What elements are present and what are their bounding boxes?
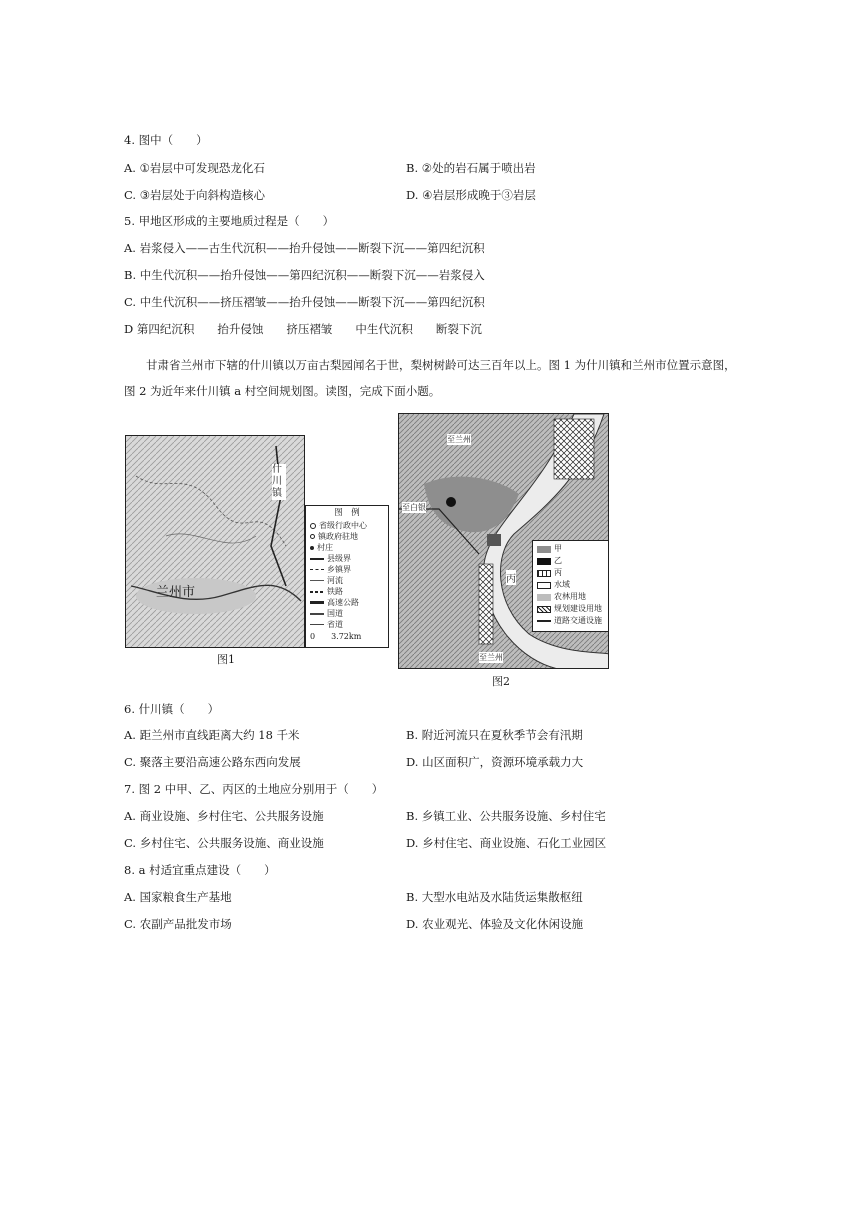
figure2-road-label-3: 至兰州 [479, 653, 503, 662]
figure1-caption: 图1 [217, 653, 235, 666]
q5-stem: 5. 甲地区形成的主要地质过程是（ ） [124, 214, 335, 228]
q7-option-c: C. 乡村住宅、公共服务设施、商业设施 [124, 836, 324, 850]
q4-option-a: A. ①岩层中可发现恐龙化石 [124, 161, 265, 175]
figure1-scale: 0 3.72km [310, 632, 362, 641]
figure1-legend-title: 图 例 [334, 508, 360, 518]
q4-option-d: D. ④岩层形成晚于③岩层 [406, 188, 536, 202]
q5-option-c: C. 中生代沉积——挤压褶皱——抬升侵蚀——断裂下沉——第四纪沉积 [124, 295, 485, 309]
q8-option-b: B. 大型水电站及水陆货运集散枢纽 [406, 890, 583, 904]
legend-item: 河流 [310, 575, 384, 586]
legend-item: 道路交通设施 [537, 615, 604, 627]
legend-item: 县级界 [310, 553, 384, 564]
q8-option-d: D. 农业观光、体验及文化休闲设施 [406, 917, 584, 931]
legend-item: 丙 [537, 567, 604, 579]
reading-passage: 甘肃省兰州市下辖的什川镇以万亩古梨园闻名于世，梨树树龄可达三百年以上。图 1 为什川镇和兰州市位置示意图，图 2 为近年来什川镇 a 村空间规划图。读图，完成下面小题。 [124, 358, 736, 398]
legend-item: 镇政府驻地 [310, 531, 384, 542]
q4-stem: 4. 图中（ ） [124, 133, 208, 147]
figure2-label-bing: 丙 [506, 570, 516, 585]
legend-item: 乡镇界 [310, 564, 384, 575]
legend-item: 省道 [310, 619, 384, 630]
q8-option-a: A. 国家粮食生产基地 [124, 890, 232, 904]
q5-option-a: A. 岩浆侵入——古生代沉积——抬升侵蚀——断裂下沉——第四纪沉积 [124, 241, 485, 255]
q7-option-d: D. 乡村住宅、商业设施、石化工业园区 [406, 836, 607, 850]
q5-option-b: B. 中生代沉积——抬升侵蚀——第四纪沉积——断裂下沉——岩浆侵入 [124, 268, 485, 282]
q4-option-c: C. ③岩层处于向斜构造核心 [124, 188, 266, 202]
q7-option-a: A. 商业设施、乡村住宅、公共服务设施 [124, 809, 324, 823]
figure1-town-label: 什川镇 [272, 464, 286, 500]
legend-item: 村庄 [310, 542, 384, 553]
q8-option-c: C. 农副产品批发市场 [124, 917, 232, 931]
q6-option-a: A. 距兰州市直线距离大约 18 千米 [124, 728, 300, 742]
legend-item: 高速公路 [310, 597, 384, 608]
legend-item: 农林用地 [537, 591, 604, 603]
legend-item: 水域 [537, 579, 604, 591]
figure2-caption: 图2 [492, 675, 510, 688]
legend-item: 甲 [537, 543, 604, 555]
q5-option-d: D 第四纪沉积 抬升侵蚀 挤压褶皱 中生代沉积 断裂下沉 [124, 322, 482, 336]
legend-item: 省级行政中心 [310, 520, 384, 531]
q4-option-b: B. ②处的岩石属于喷出岩 [406, 161, 536, 175]
figure1-legend [305, 505, 389, 648]
q6-option-c: C. 聚落主要沿高速公路东西向发展 [124, 755, 301, 769]
q8-stem: 8. a 村适宜重点建设（ ） [124, 863, 276, 877]
legend-item: 铁路 [310, 586, 384, 597]
legend-item: 规划建设用地 [537, 603, 604, 615]
legend-item: 乙 [537, 555, 604, 567]
q7-stem: 7. 图 2 中甲、乙、丙区的土地应分别用于（ ） [124, 782, 384, 796]
q6-option-d: D. 山区面积广，资源环境承载力大 [406, 755, 584, 769]
q7-option-b: B. 乡镇工业、公共服务设施、乡村住宅 [406, 809, 606, 823]
figure2-road-label-1: 至兰州 [447, 435, 471, 444]
figure1-map [125, 435, 305, 648]
figure2-legend [532, 540, 609, 632]
legend-item: 国道 [310, 608, 384, 619]
q6-option-b: B. 附近河流只在夏秋季节会有汛期 [406, 728, 583, 742]
figure1-city-label: 兰州市 [156, 585, 196, 600]
q6-stem: 6. 什川镇（ ） [124, 702, 220, 716]
figure2-road-label-2: 至白银 [402, 503, 426, 512]
